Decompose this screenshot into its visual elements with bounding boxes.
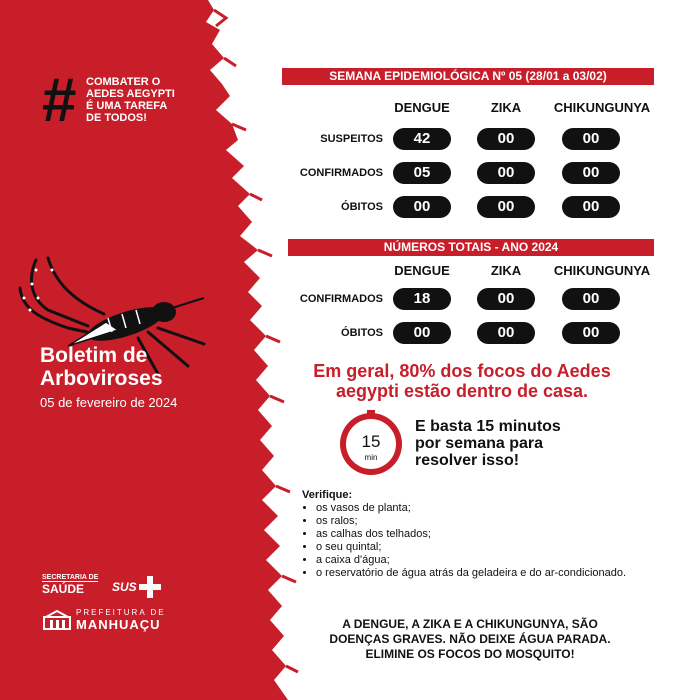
tip-line: resolver isso! [415,452,520,469]
value-pill: 00 [562,162,620,184]
final-warning [290,617,650,662]
verify-section [302,489,672,580]
campaign-slogan [86,76,206,124]
list-item: • o reservatório de água atrás da geladeira e do ar-condicionado. [316,567,672,580]
stopwatch-icon [336,409,406,479]
list-item: • o seu quintal; [316,541,672,554]
value-pill: 18 [393,288,451,310]
row-label-confirmados: CONFIRMADOS [299,293,383,305]
value-pill: 00 [477,322,535,344]
value-pill: 00 [477,196,535,218]
title-line: Arboviroses [40,367,163,390]
slogan-line: DE TODOS! [86,112,147,124]
col-chikungunya: CHIKUNGUNYA [553,263,651,278]
city-hall-icon [42,609,72,631]
slogan-line: AEDES AEGYPTI [86,88,175,100]
secretaria-line1: SECRETARIA DE [42,574,99,581]
row-label-obitos: ÓBITOS [341,327,383,339]
final-line: A DENGUE, A ZIKA E A CHIKUNGUNYA, SÃO [342,617,598,631]
prefeitura-logo [42,608,166,632]
list-item: • os vasos de planta; [316,502,672,515]
sus-logo [112,576,161,598]
bulletin-date: 05 de fevereiro de 2024 [40,395,178,410]
secretaria-logo [42,574,98,596]
secretaria-line2: SAÚDE [42,581,98,596]
value-pill: 00 [477,288,535,310]
col-zika: ZIKA [490,100,522,115]
value-pill: 00 [393,322,451,344]
prefeitura-line1: PREFEITURA DE [76,608,166,617]
hashtag-symbol: # [42,66,77,135]
clock-unit: min [364,453,378,462]
value-pill: 00 [562,128,620,150]
row-label-obitos: ÓBITOS [341,201,383,213]
value-pill: 00 [393,196,451,218]
tip-line: E basta 15 minutos [415,418,561,435]
col-dengue: DENGUE [394,263,450,278]
list-item: • os ralos; [316,515,672,528]
cross-icon [139,576,161,598]
bulletin-title [40,344,163,390]
slogan-line: COMBATER O [86,76,161,88]
slogan-line: É UMA TAREFA [86,100,168,112]
sus-text: SUS [112,580,137,594]
tip-line: por semana para [415,435,544,452]
highlight-message [272,361,652,401]
highlight-line: aegypti estão dentro de casa. [335,381,589,401]
value-pill: 00 [562,288,620,310]
prefeitura-line2: MANHUAÇU [76,617,161,632]
final-line: DOENÇAS GRAVES. NÃO DEIXE ÁGUA PARADA. [329,632,611,646]
value-pill: 05 [393,162,451,184]
final-line: ELIMINE OS FOCOS DO MOSQUITO! [365,647,575,661]
tip-message [415,418,561,469]
title-line: Boletim de [40,344,148,367]
col-zika: ZIKA [490,263,522,278]
row-label-suspeitos: SUSPEITOS [320,133,383,145]
row-label-confirmados: CONFIRMADOS [299,167,383,179]
list-item: • as calhas dos telhados; [316,528,672,541]
highlight-line: Em geral, 80% dos focos do Aedes [313,361,611,381]
col-dengue: DENGUE [394,100,450,115]
verify-heading: Verifique: [302,489,353,501]
verify-list [302,502,672,580]
col-chikungunya: CHIKUNGUNYA [553,100,651,115]
list-item: • a caixa d'água; [316,554,672,567]
value-pill: 00 [477,162,535,184]
value-pill: 42 [393,128,451,150]
value-pill: 00 [562,322,620,344]
value-pill: 00 [477,128,535,150]
totals-header: NÚMEROS TOTAIS - ANO 2024 [288,239,654,256]
weekly-header: SEMANA EPIDEMIOLÓGICA Nº 05 (28/01 a 03/02) [282,68,654,85]
value-pill: 00 [562,196,620,218]
clock-number: 15 [361,432,381,451]
